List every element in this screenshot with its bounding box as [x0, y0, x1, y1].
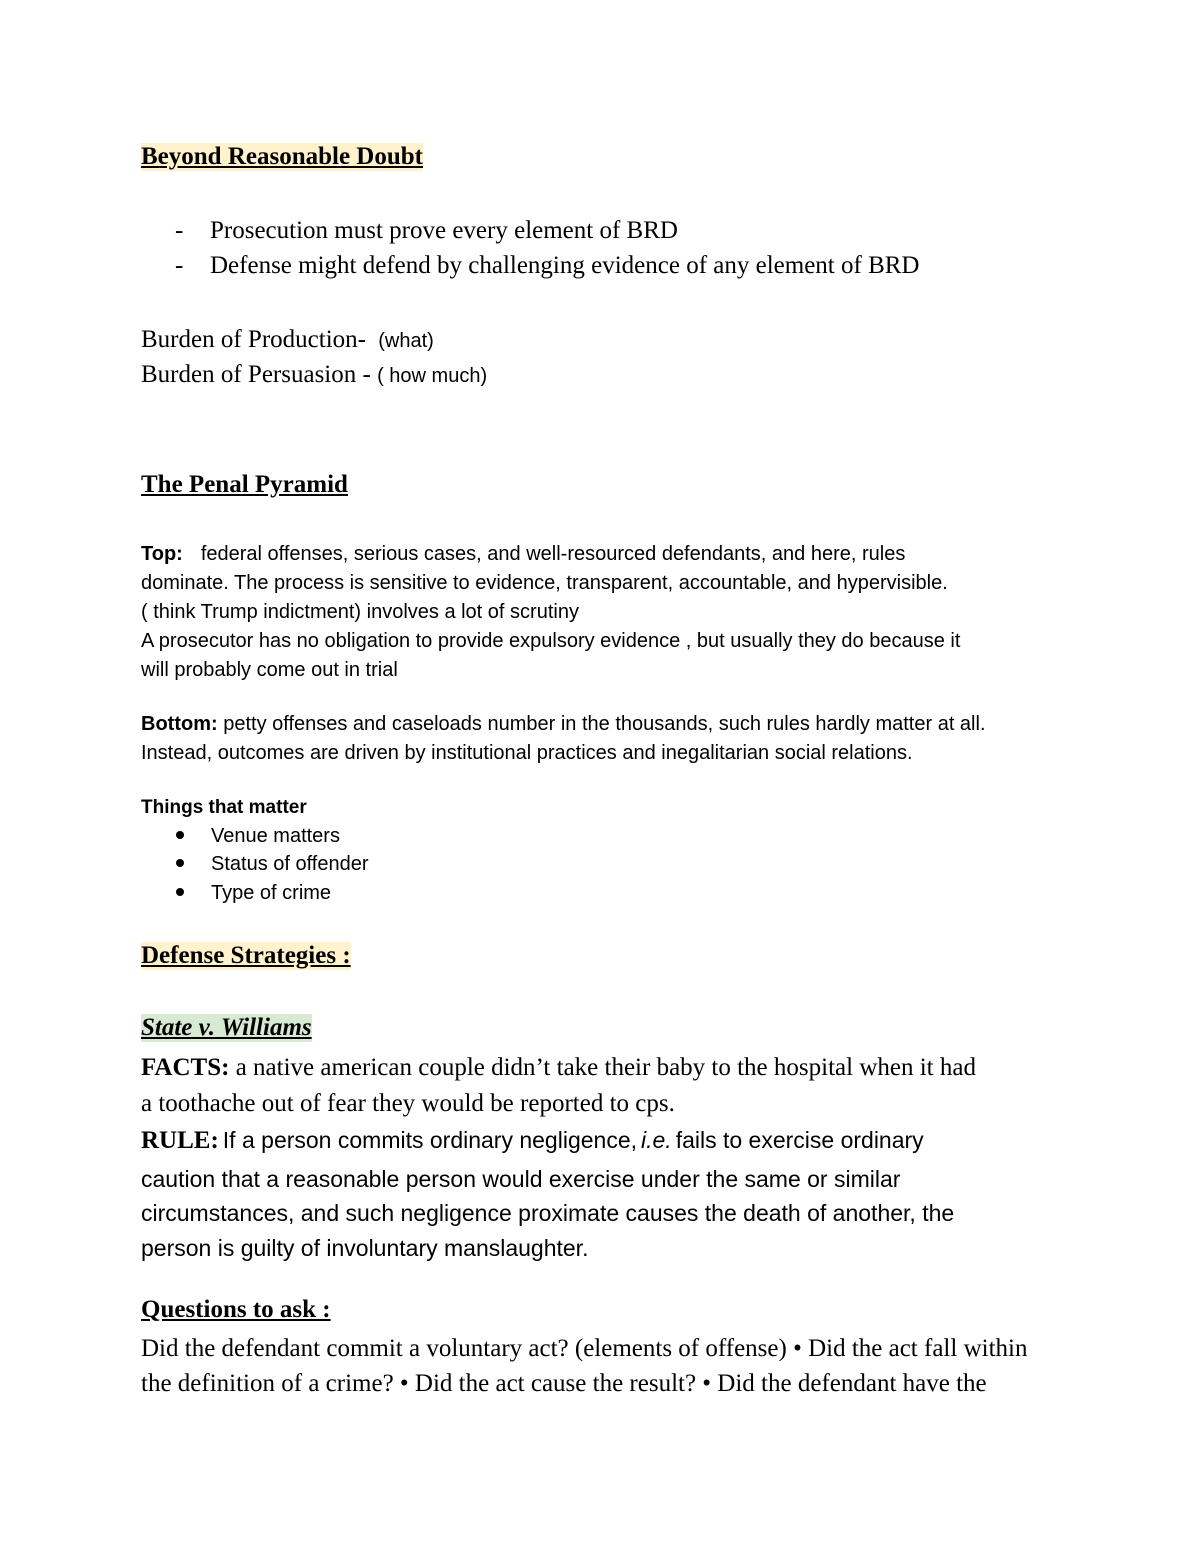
list-item-text: Venue matters	[211, 825, 340, 847]
burden-production	[141, 326, 434, 354]
case-title: State v. Williams	[141, 1014, 312, 1041]
brd-item	[175, 252, 920, 280]
bottom-paragraph	[141, 710, 986, 768]
rule-line-text-a: If a person commits ordinary negligence,	[222, 1127, 637, 1153]
list-item	[176, 853, 369, 876]
top-line: A prosecutor has no obligation to provide expulsory evidence , but usually they do because it	[141, 630, 961, 652]
rule-line: caution that a reasonable person would exercise under the same or similar	[141, 1165, 901, 1192]
burden-persuasion-note: ( how much)	[377, 365, 488, 387]
pyramid-heading: The Penal Pyramid	[141, 471, 348, 498]
bottom-line: Instead, outcomes are driven by institutional practices and inegalitarian social relations.	[141, 742, 913, 764]
questions-paragraph	[141, 1332, 1027, 1401]
rule-line: person is guilty of involuntary manslaughter.	[141, 1234, 589, 1261]
facts-line: a toothache out of fear they would be reported to cps.	[141, 1090, 675, 1117]
bottom-line	[141, 710, 986, 739]
top-line	[141, 540, 960, 569]
bullet-icon	[176, 888, 184, 896]
brd-item-text: Prosecution must prove every element of BRD	[210, 217, 678, 244]
dash-marker: -	[175, 217, 184, 244]
rule-line	[141, 1123, 954, 1162]
top-line: ( think Trump indictment) involves a lot of scrutiny	[141, 601, 579, 623]
brd-item	[175, 217, 678, 245]
top-line: dominate. The process is sensitive to evidence, transparent, accountable, and hypervisible.	[141, 572, 948, 594]
brd-heading: Beyond Reasonable Doubt	[141, 143, 423, 170]
facts-label: FACTS:	[141, 1054, 230, 1081]
bullet-icon	[176, 859, 184, 867]
top-paragraph	[141, 540, 960, 685]
rule-line-text-b: fails to exercise ordinary	[675, 1127, 924, 1153]
rule-paragraph	[141, 1123, 954, 1265]
questions-heading: Questions to ask :	[141, 1296, 331, 1323]
facts-line	[141, 1050, 976, 1086]
burden-production-label: Burden of Production-	[141, 326, 366, 353]
defense-heading: Defense Strategies :	[141, 942, 351, 969]
list-item	[176, 825, 340, 848]
dash-marker: -	[175, 252, 184, 279]
top-line-text: federal offenses, serious cases, and well-resourced defendants, and here, rules	[200, 543, 906, 565]
rule-line: circumstances, and such negligence proximate causes the death of another, the	[141, 1200, 955, 1226]
questions-line: the definition of a crime? • Did the act cause the result? • Did the defendant have the	[141, 1369, 987, 1397]
questions-line: Did the defendant commit a voluntary act? (elements of offense) • Did the act fall within	[141, 1335, 1028, 1362]
things-that-matter-heading: Things that matter	[141, 797, 307, 818]
bottom-line-text: petty offenses and caseloads number in the thousands, such rules hardly matter at all.	[223, 713, 986, 735]
burden-production-note: (what)	[378, 330, 434, 352]
rule-ie: i.e.	[641, 1127, 672, 1153]
top-line: will probably come out in trial	[141, 659, 398, 681]
burden-persuasion-label: Burden of Persuasion -	[141, 361, 371, 388]
list-item	[176, 882, 331, 905]
bullet-icon	[176, 831, 184, 839]
top-label: Top:	[141, 543, 183, 565]
bottom-label: Bottom:	[141, 713, 218, 735]
rule-label: RULE:	[141, 1127, 219, 1154]
brd-item-text: Defense might defend by challenging evidence of any element of BRD	[210, 252, 920, 279]
list-item-text: Status of offender	[211, 853, 369, 875]
facts-paragraph	[141, 1050, 976, 1122]
facts-line-text: a native american couple didn’t take their baby to the hospital when it had	[235, 1054, 976, 1081]
burden-persuasion	[141, 361, 487, 389]
list-item-text: Type of crime	[211, 882, 332, 904]
